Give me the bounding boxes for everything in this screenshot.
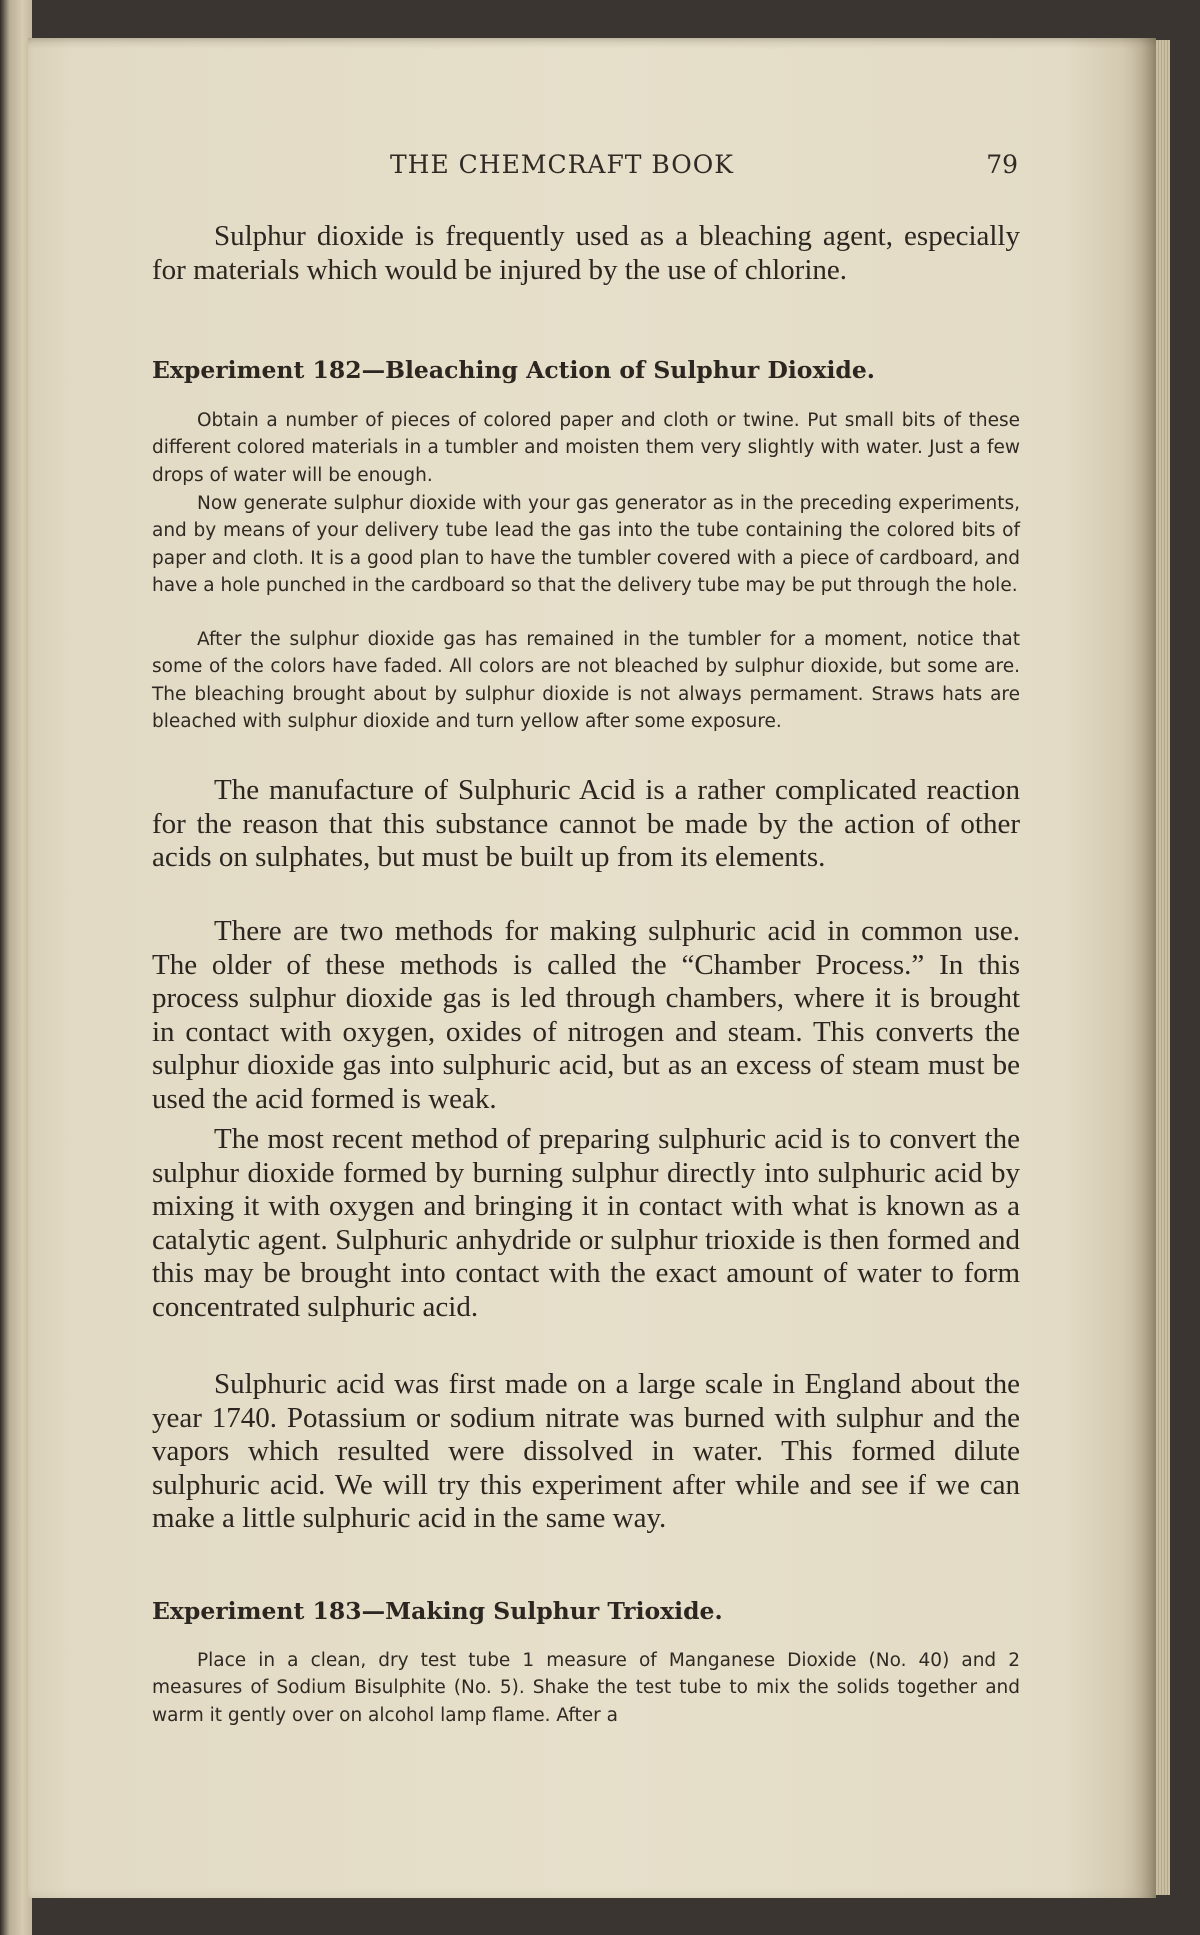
paragraph-chamber-process: There are two methods for making sulphuric acid in common use. The older of these methods is called the “Chamber Process.” In this process sulphur dioxide gas is led through chambers, where it is brought in contact with oxygen, oxides of nitrogen and steam. This converts the sulphur dioxide gas into sulphuric acid, but as an excess of steam must be used the acid formed is weak. bbox=[152, 915, 1020, 1115]
paragraph-bleaching-agent: Sulphur dioxide is frequently used as a bleaching agent, especially for materials which would be injured by the use of chlorine. bbox=[152, 220, 1020, 286]
page-stack-edge bbox=[1156, 40, 1170, 1895]
running-header bbox=[150, 150, 1018, 186]
experiment-182-paragraph-3: After the sulphur dioxide gas has remained in the tumbler for a moment, notice that some of the colors have faded. All colors are not bleached by sulphur dioxide, but some are. The bleaching brought about by sulphur dioxide is not always permament. Straws hats are bleached with sulphur dioxide and turn yellow after some exposure. bbox=[152, 629, 1020, 733]
running-header-title: THE CHEMCRAFT BOOK bbox=[390, 150, 734, 179]
paragraph-catalytic-method: The most recent method of preparing sulphuric acid is to convert the sulphur dioxide formed by burning sulphur directly into sulphuric acid by mixing it with oxygen and bringing it in contact with what is known as a catalytic agent. Sulphuric anhydride or sulphur trioxide is then formed and this may be brought into contact with the exact amount of water to form concentrated sulphuric acid. bbox=[152, 1123, 1020, 1323]
page-number: 79 bbox=[986, 150, 1018, 179]
experiment-182-paragraph-2: Now generate sulphur dioxide with your gas generator as in the preceding experiments, and by means of your delivery tube lead the gas into the tube containing the colored bits of paper and cloth. It is a good plan to have the tumbler covered with a piece of cardboard, and have a hole punched in the cardboard so that the delivery tube may be put through the hole. bbox=[152, 493, 1020, 597]
experiment-183-heading: Experiment 183—Making Sulphur Trioxide. bbox=[152, 1597, 723, 1625]
paragraph-sulphuric-acid-manufacture: The manufacture of Sulphuric Acid is a rather complicated reaction for the reason that this substance cannot be made by the action of other acids on sulphates, but must be built up from its elements. bbox=[152, 774, 1020, 874]
experiment-182-heading: Experiment 182—Bleaching Action of Sulphur Dioxide. bbox=[152, 356, 875, 384]
experiment-182-paragraph-1: Obtain a number of pieces of colored paper and cloth or twine. Put small bits of these different colored materials in a tumbler and moisten them very slightly with water. Just a few drops of water will be enough. bbox=[152, 410, 1020, 486]
paragraph-history: Sulphuric acid was first made on a large scale in England about the year 1740. Potassium or sodium nitrate was burned with sulphur and the vapors which resulted were dissolved in water. This formed dilute sulphuric acid. We will try this experiment after while and see if we can make a little sulphuric acid in the same way. bbox=[152, 1368, 1020, 1535]
experiment-183-paragraph-1: Place in a clean, dry test tube 1 measure of Manganese Dioxide (No. 40) and 2 measures of Sodium Bisulphite (No. 5). Shake the test tube to mix the solids together and warm it gently over on alcohol lamp flame. After a bbox=[152, 1650, 1020, 1726]
